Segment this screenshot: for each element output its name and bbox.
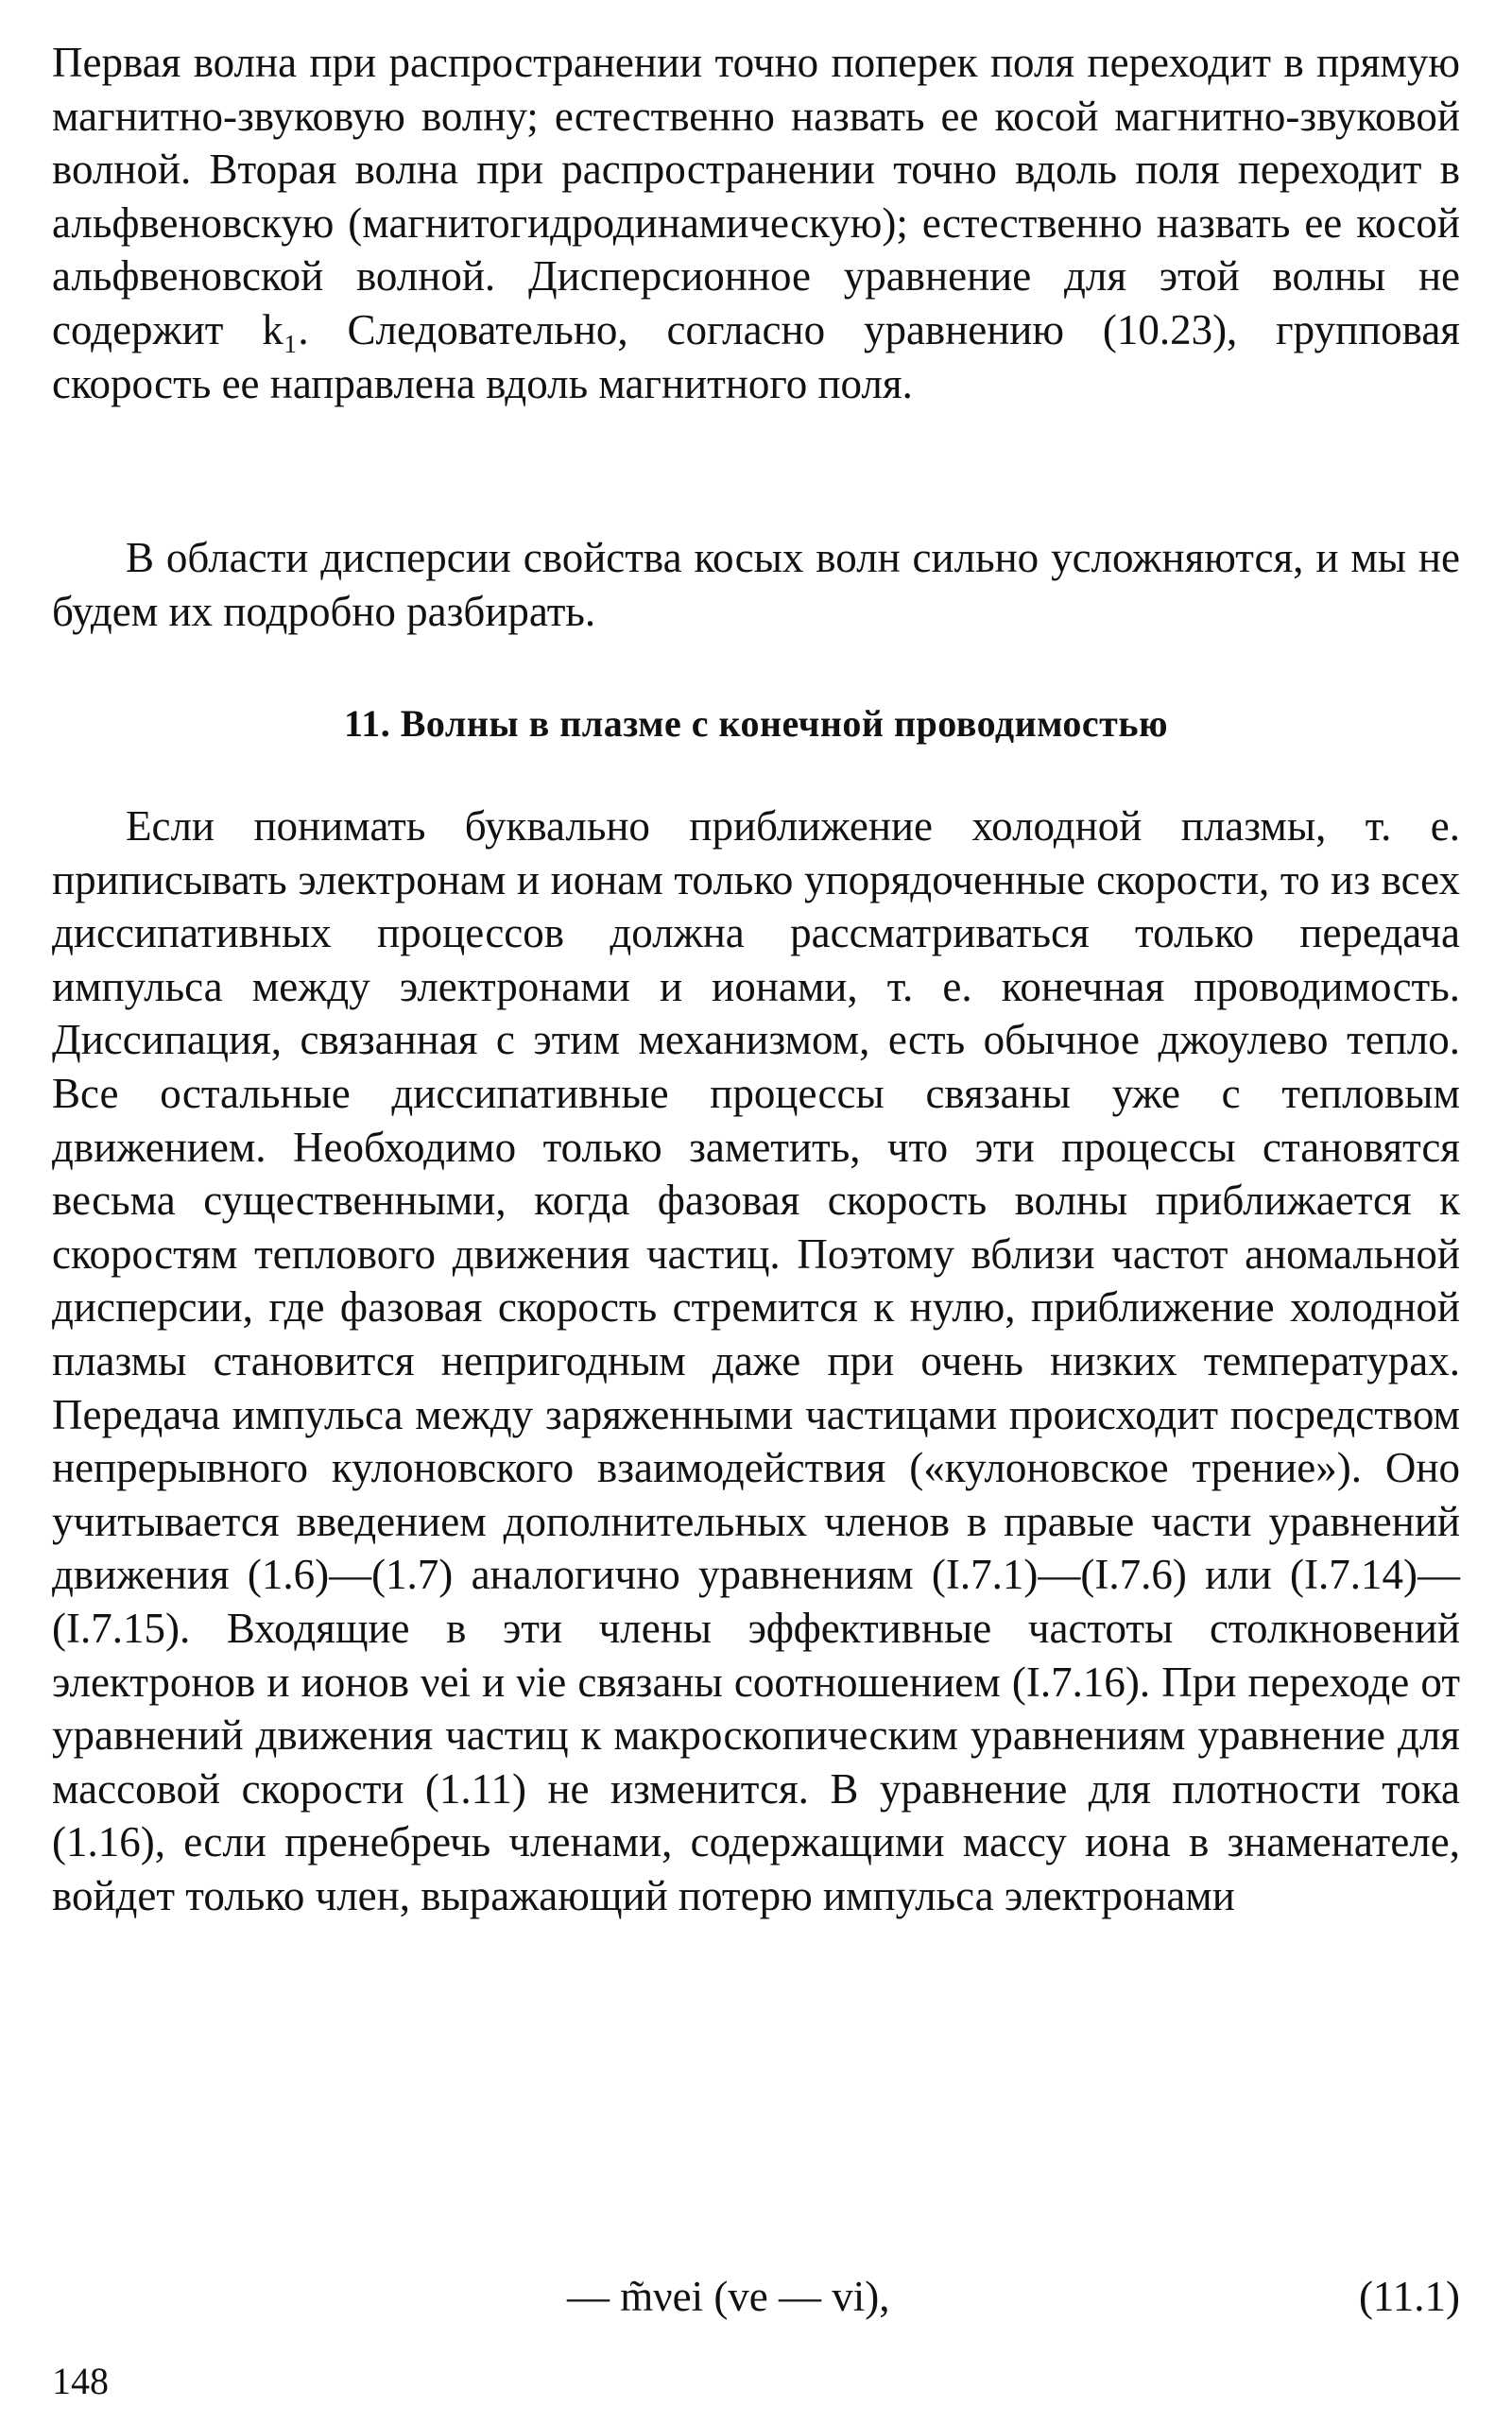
paragraph-finite-conductivity: Если понимать буквально приближение холодной плазмы, т. е. приписывать электронам и ионам только упорядоченные скорости, то из всех диссипативных процессов должна рассматриваться только передача импульса между электронами и ионами, т. е. конечная проводимость. Диссипация, связанная с этим механизмом, есть обычное джоулево тепло. Все остальные диссипативные процессы связаны уже с тепловым движением. Необходимо только заметить, что эти процессы становятся весьма существенными, когда фазовая скорость волны приближается к скоростям теплового движения частиц. Поэтому вблизи частот аномальной дисперсии, где фазовая скорость стремится к нулю, приближение холодной плазмы становится непригодным даже при очень низких температурах. Передача импульса между заряженными частицами происходит посредством непрерывного кулоновского взаимодействия («кулоновское трение»). Оно учитывается введением дополнительных членов в правые части уравнений движения (1.6)—(1.7) аналогично уравнениям (I.7.1)—(I.7.6) или (I.7.14)—(I.7.15). Входящие в эти члены эффективные частоты столкновений электронов и ионов νei и νie связаны соотношением (I.7.16). При переходе от уравнений движения частиц к макроскопическим уравнениям уравнение для массовой скорости (1.11) не изменится. В уравнение для плотности тока (1.16), если пренебречь членами, содержащими массу иона в знаменателе, войдет только член, выражающий потерю импульса электронами <box>52 802 1460 1919</box>
equation-11-1 <box>0 2263 1512 2329</box>
paragraph-oblique-waves: Первая волна при распространении точно поперек поля переходит в прямую магнитно-звуковую волну; естественно назвать ее косой магнитно-звуковой волной. Вторая волна при распространении точно вдоль поля переходит в альфвеновскую (магнитогидродинамическую); естественно назвать ее косой альфвеновской волной. Дисперсионное уравнение для этой волны не содержит k₁. Следовательно, согласно уравнению (10.23), групповая скорость ее направлена вдоль магнитного поля. <box>52 39 1460 407</box>
equation-number: (11.1) <box>1358 2273 1460 2320</box>
equation-expression: — m̃νei (ve — vi), <box>567 2273 890 2320</box>
paragraph-dispersion-region: В области дисперсии свойства косых волн сильно усложняются, и мы не будем их подробно разбирать. <box>52 534 1460 635</box>
page-number: 148 <box>52 2360 109 2402</box>
section-heading: 11. Волны в плазме с конечной проводимостью <box>343 702 1169 745</box>
